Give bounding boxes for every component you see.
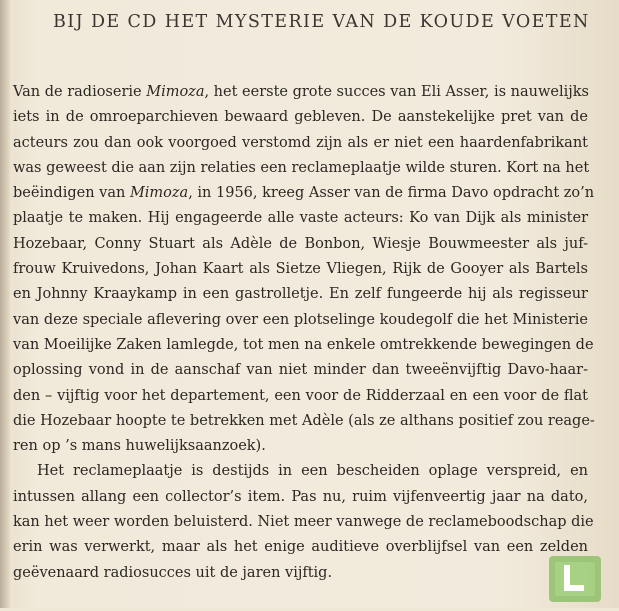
text-segment: oplossing vond in de aanschaf van niet minder dan tweeënvijftig Davo-haar- xyxy=(13,362,588,379)
body-text xyxy=(13,80,595,586)
text-line xyxy=(13,156,588,181)
text-line: intussen allang een collector’s item. Pas nu, ruim vijfenveertig jaar na dato, xyxy=(13,488,588,505)
text-line xyxy=(13,232,588,257)
text-line xyxy=(13,105,588,130)
text-line xyxy=(13,206,588,231)
text-line xyxy=(13,409,595,434)
text-segment: van Moeilijke Zaken lamlegde, tot men na enkele omtrekkende bewegingen de xyxy=(13,336,594,353)
text-segment: en Johnny Kraaykamp in een gastrolletje. En zelf fungeerde hij als regisseur xyxy=(13,286,588,303)
text-line xyxy=(13,181,595,206)
paragraph-1 xyxy=(13,80,595,459)
next-line-fragment xyxy=(80,598,460,608)
text-line xyxy=(13,308,588,333)
text-line: Het reclameplaatje is destijds in een bescheiden oplage verspreid, en xyxy=(37,463,588,480)
text-line xyxy=(13,282,588,307)
page-gutter xyxy=(0,0,10,608)
text-segment: was geweest die aan zijn relaties een reclameplaatje wilde sturen. Kort na het xyxy=(13,159,590,176)
text-segment: plaatje te maken. Hij engageerde alle vaste acteurs: Ko van Dijk als minister xyxy=(13,210,588,227)
text-line xyxy=(13,80,588,105)
italic-title: Mimoza xyxy=(146,84,205,100)
text-segment: beëindigen van xyxy=(13,185,130,202)
text-segment: den – vijftig voor het departement, een voor de Ridderzaal en een voor de flat xyxy=(13,387,588,404)
text-line: kan het weer worden beluisterd. Niet meer vanwege de reclameboodschap die xyxy=(13,514,594,531)
text-segment: frouw Kruivedons, Johan Kaart als Sietze Vliegen, Rijk de Gooyer als Bartels xyxy=(13,261,588,278)
text-line xyxy=(13,333,594,358)
text-segment: van deze speciale aflevering over een plotselinge koudegolf die het Ministerie xyxy=(13,311,588,328)
text-line: erin was verwerkt, maar als het enige auditieve overblijfsel van een zelden xyxy=(13,539,588,556)
text-segment: ren op ’s mans huwelijksaanzoek). xyxy=(13,438,266,455)
text-segment: Van de radioserie xyxy=(13,84,147,100)
text-line xyxy=(13,257,588,282)
text-line xyxy=(13,131,588,156)
chapter-title: BIJ DE CD HET MYSTERIE VAN DE KOUDE VOETEN xyxy=(53,12,590,32)
italic-title: Mimoza xyxy=(129,185,189,202)
text-line xyxy=(13,434,588,459)
text-segment: , het eerste grote succes van Eli Asser, is nauwelijks xyxy=(204,84,589,100)
text-segment: acteurs zou dan ook voorgoed verstomd zijn als er niet een haardenfabrikant xyxy=(13,134,588,151)
text-segment: die Hozebaar hoopte te betrekken met Adèle (als ze althans positief zou reage- xyxy=(13,412,595,429)
lastdodo-logo-icon xyxy=(545,554,605,604)
text-segment: iets in de omroeparchieven bewaard gebleven. De aanstekelijke pret van de xyxy=(13,109,588,126)
text-segment: Hozebaar, Conny Stuart als Adèle de Bonbon, Wiesje Bouwmeester als juf- xyxy=(13,235,588,252)
text-line: geëvenaard radiosucces uit de jaren vijftig. xyxy=(13,564,333,581)
text-line xyxy=(13,384,588,409)
text-line xyxy=(13,358,588,383)
text-segment: , in 1956, kreeg Asser van de firma Davo opdracht zo’n xyxy=(188,185,595,202)
paragraph-2 xyxy=(13,459,594,585)
